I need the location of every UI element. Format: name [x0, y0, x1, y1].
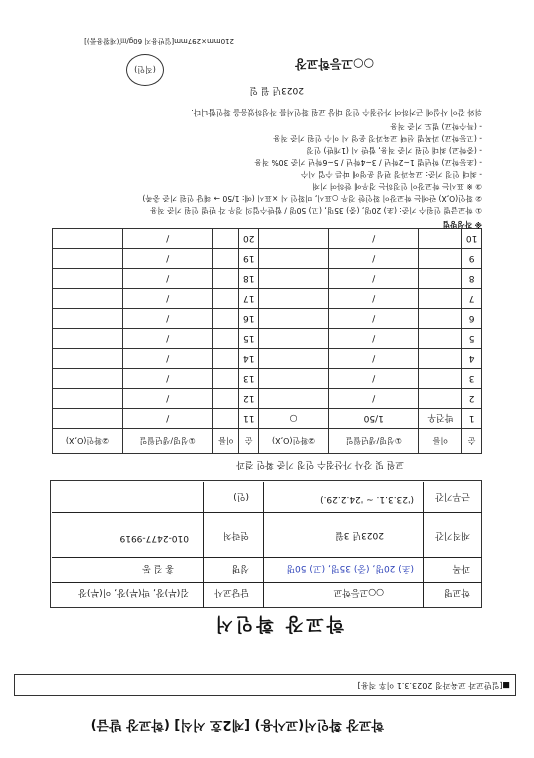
period-label: 재직기간: [435, 530, 470, 540]
table-row: [53, 369, 482, 389]
school-value: ○○고등학교: [333, 587, 384, 597]
table-header-cell: ②확인(O,X): [259, 429, 329, 454]
note-line: - (특수학교) 별도 기준 적용: [390, 122, 482, 131]
table-cell: [53, 369, 123, 389]
table-cell: [213, 269, 239, 289]
phone-label: 연락처: [222, 530, 249, 540]
period-value: 2023년 3월: [335, 530, 384, 540]
table-cell: /: [329, 369, 420, 389]
table-row: [53, 289, 482, 309]
table-cell: [53, 329, 123, 349]
table-cell: [213, 349, 239, 369]
school-label: 학교명: [443, 587, 470, 597]
table-cell: 11: [239, 409, 259, 429]
table-cell: 5: [462, 329, 482, 349]
table-cell: /: [122, 329, 213, 349]
teacher-label: 담당교사: [214, 587, 249, 597]
table-row: [53, 329, 482, 349]
table-cell: 12: [239, 389, 259, 409]
table-cell: [213, 329, 239, 349]
table-cell: [419, 369, 462, 389]
table-cell: 2: [462, 389, 482, 409]
table-cell: /: [329, 349, 420, 369]
table-cell: 15: [239, 329, 259, 349]
table-cell: 8: [462, 269, 482, 289]
table-cell: /: [329, 329, 420, 349]
note-line: - (초등학교) 학년별 1~2학년 / 3~4학년 / 5~6학년 기준 30% 적용: [254, 158, 482, 167]
table-cell: /: [329, 249, 420, 269]
table-cell: [419, 389, 462, 409]
table-cell: 1/50: [329, 409, 420, 429]
table-cell: [259, 329, 329, 349]
note-line: ② 확인(O,X) 란에는 학교장이 확인한 경우 ○표시, 미확인 시 ×표시 (예: 1/50 → 해당 인원 기준 충족): [142, 194, 482, 203]
table-header-cell: ①성명/생년월일: [329, 429, 420, 454]
table-cell: ○: [259, 409, 329, 429]
paper-spec: 210mm×297mm[일반용지 60g/㎡(재활용품)]: [84, 37, 234, 45]
table-header-cell: 순: [239, 429, 259, 454]
seal-stamp: (직인): [126, 54, 164, 86]
table-cell: [53, 229, 123, 249]
table-row: [53, 249, 482, 269]
table-cell: /: [329, 289, 420, 309]
table-cell: /: [122, 409, 213, 429]
table-cell: [259, 269, 329, 289]
table-cell: /: [329, 229, 420, 249]
table-cell: [213, 369, 239, 389]
table-cell: [213, 289, 239, 309]
table-row: [53, 409, 482, 429]
table-row: [53, 309, 482, 329]
term-label: 근무기간: [435, 491, 470, 501]
table-cell: [419, 289, 462, 309]
doc-title: 학교장 확인서: [212, 613, 344, 634]
teacher-value: 김(부)장, 박(부)장, 이(부)장: [78, 587, 189, 597]
table-cell: [419, 349, 462, 369]
table-cell: 17: [239, 289, 259, 309]
table-cell: 10: [462, 229, 482, 249]
table-cell: [259, 349, 329, 369]
notes-list: [52, 120, 482, 216]
table-cell: [53, 309, 123, 329]
table-header-cell: ①성명/생년월일: [122, 429, 213, 454]
table-cell: 19: [239, 249, 259, 269]
table-cell: [213, 409, 239, 429]
term-value: ('23.3.1. ~ '24.2.29.): [320, 494, 414, 504]
table-cell: /: [122, 289, 213, 309]
table-cell: [213, 249, 239, 269]
note-line: ③ ※ 표시는 학교장이 인정하는 경우에 한하여 기재: [312, 182, 482, 191]
name-value: 홍 길 동: [142, 563, 174, 573]
table-header-cell: 이름: [419, 429, 462, 454]
table-cell: /: [122, 309, 213, 329]
sign-label: (인): [233, 491, 249, 501]
table-cell: [419, 249, 462, 269]
note-line: ① 학교급별 인원수 기준: (초) 20명, (중) 35명, (고) 50명 / 합반수업의 경우 각 반별 인원 기준 적용: [150, 206, 482, 215]
table-cell: /: [122, 249, 213, 269]
principal-name: ○○고등학교장: [295, 57, 374, 71]
table-cell: [53, 289, 123, 309]
notes-heading: ※ 작성방법: [442, 220, 482, 229]
table-cell: /: [122, 389, 213, 409]
table-cell: 13: [239, 369, 259, 389]
name-label: 성명: [231, 563, 249, 573]
table-cell: [419, 269, 462, 289]
table-cell: 박건우: [419, 409, 462, 429]
table-cell: [259, 229, 329, 249]
table-cell: [259, 389, 329, 409]
table-cell: /: [329, 269, 420, 289]
table-cell: [419, 329, 462, 349]
table-cell: 9: [462, 249, 482, 269]
table-row: [53, 389, 482, 409]
table-row: [53, 349, 482, 369]
table-cell: [213, 389, 239, 409]
table-cell: /: [122, 369, 213, 389]
table-cell: [213, 229, 239, 249]
table-cell: [213, 309, 239, 329]
table-header-cell: 순: [462, 429, 482, 454]
form-subtitle: ■[일반교과 교육과정 2023.3.1 이후 적용]: [357, 681, 510, 690]
table-header-row: [53, 429, 482, 454]
table-header-cell: ②확인(O,X): [53, 429, 123, 454]
table-cell: /: [122, 349, 213, 369]
issue-date: 2023년 월 일: [249, 85, 304, 95]
table-cell: 14: [239, 349, 259, 369]
table-cell: [259, 289, 329, 309]
table-cell: 6: [462, 309, 482, 329]
table-cell: /: [329, 309, 420, 329]
table-cell: [53, 389, 123, 409]
table-row: [53, 229, 482, 249]
table-cell: /: [122, 269, 213, 289]
statement: 위와 같이 사실에 근거하여 가산점수 인정 대상 교원 확인서를 작성하였음을 확인합니다.: [191, 108, 482, 117]
table-cell: 18: [239, 269, 259, 289]
note-line: - (중학교) 최대 인원 기준 적용, 합반 시 (1개반) 인정: [306, 146, 482, 155]
table-cell: [53, 409, 123, 429]
table-cell: 7: [462, 289, 482, 309]
table-cell: [53, 269, 123, 289]
table-cell: [259, 249, 329, 269]
table-cell: 4: [462, 349, 482, 369]
subject-value: (초) 20명, (중) 35명, (고) 50명: [286, 563, 414, 573]
table-cell: [419, 229, 462, 249]
table-cell: 16: [239, 309, 259, 329]
confirmation-table: [52, 228, 482, 454]
note-line: - 최대 인정 기준: 교육과정 편성 운영에 따른 수업 시수: [300, 170, 482, 179]
note-line: - (고등학교) 과목별 선택 교육과정 운영 시 이수 인원 기준 적용: [273, 134, 482, 143]
phone-value: 010-2477-9919: [119, 533, 189, 543]
form-header-title: 학교장 확인서(교사용) [제2호 서식] (학교장 발급): [90, 717, 384, 732]
table-cell: [259, 309, 329, 329]
subject-label: 과목: [452, 563, 470, 573]
table-cell: 3: [462, 369, 482, 389]
table-cell: /: [122, 229, 213, 249]
table-cell: [259, 369, 329, 389]
table-cell: [53, 249, 123, 269]
table-cell: /: [329, 389, 420, 409]
table-cell: 1: [462, 409, 482, 429]
table-caption: 교원 및 강사 가산점수 인정 기준 확인 결과: [236, 459, 404, 469]
table-header-cell: 이름: [213, 429, 239, 454]
table-row: [53, 269, 482, 289]
table-cell: [53, 349, 123, 369]
table-cell: [419, 309, 462, 329]
table-cell: 20: [239, 229, 259, 249]
